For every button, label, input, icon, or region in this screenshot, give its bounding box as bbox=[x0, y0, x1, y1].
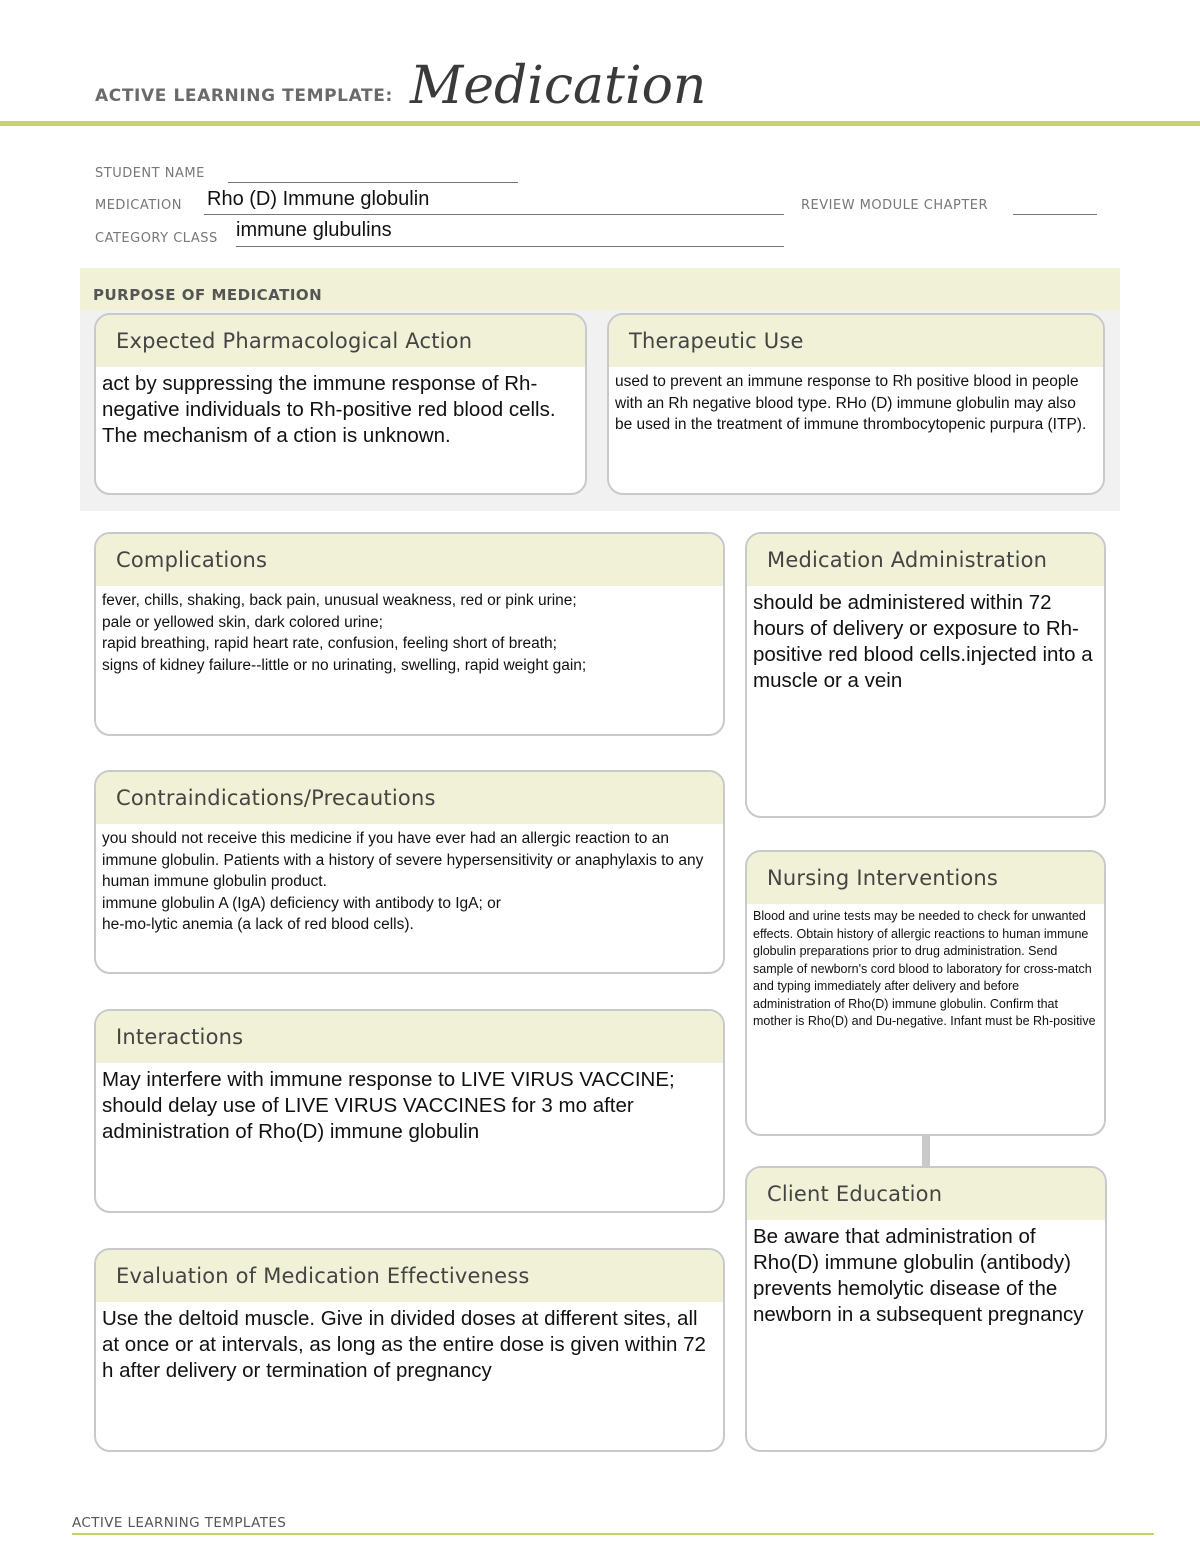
template-label: ACTIVE LEARNING TEMPLATE: bbox=[95, 86, 393, 106]
client-education-heading: Client Education bbox=[747, 1168, 1105, 1220]
client-education-text: Be aware that administration of Rho(D) immune globulin (antibody) prevents hemolytic disease of the newborn in a subsequent pregnancy bbox=[753, 1225, 1084, 1326]
medication-field[interactable] bbox=[204, 188, 784, 215]
therapeutic-use-card[interactable] bbox=[607, 313, 1105, 495]
review-module-field[interactable] bbox=[1013, 214, 1097, 215]
medication-label: MEDICATION bbox=[95, 198, 182, 213]
interactions-text: May interfere with immune response to LIVE VIRUS VACCINE; should delay use of LIVE VIRUS VACCINES for 3 mo after administration of Rho(D) immune globulin bbox=[102, 1068, 675, 1143]
interactions-card[interactable] bbox=[94, 1009, 725, 1213]
footer-divider bbox=[72, 1533, 1154, 1535]
expected-action-card[interactable] bbox=[94, 313, 587, 495]
complications-card[interactable] bbox=[94, 532, 725, 736]
category-class-field[interactable] bbox=[236, 219, 784, 247]
review-module-label: REVIEW MODULE CHAPTER bbox=[801, 198, 989, 213]
header-divider bbox=[0, 121, 1200, 126]
student-name-field[interactable] bbox=[228, 182, 518, 183]
client-education-card[interactable] bbox=[745, 1166, 1107, 1452]
contraindications-heading: Contraindications/Precautions bbox=[96, 772, 723, 824]
category-class-value: immune glubulins bbox=[236, 219, 392, 241]
student-name-label: STUDENT NAME bbox=[95, 166, 205, 181]
contraindications-card[interactable] bbox=[94, 770, 725, 974]
expected-action-heading: Expected Pharmacological Action bbox=[96, 315, 585, 367]
complications-text: fever, chills, shaking, back pain, unusual weakness, red or pink urine; pale or yellowed skin, dark colored urine; rapid breathing, rapid heart rate, confusion, feeling short of breath; signs of kidney failure--little or no urinating, swelling, rapid weight gain; bbox=[102, 592, 587, 674]
medication-value: Rho (D) Immune globulin bbox=[207, 188, 430, 210]
complications-heading: Complications bbox=[96, 534, 723, 586]
nursing-heading: Nursing Interventions bbox=[747, 852, 1104, 904]
nursing-text: Blood and urine tests may be needed to check for unwanted effects. Obtain history of allergic reactions to human immune globulin preparations prior to drug administration. Send sample of newborn's cord blood to laboratory for cross-match and typing immediately after delivery and before administration of Rho(D) immune globulin. Confirm that mother is Rho(D) and Du-negative. Infant must be Rh-positive bbox=[753, 909, 1096, 1028]
evaluation-heading: Evaluation of Medication Effectiveness bbox=[96, 1250, 723, 1302]
administration-heading: Medication Administration bbox=[747, 534, 1104, 586]
therapeutic-use-text: used to prevent an immune response to Rh positive blood in people with an Rh negative blood type. RHo (D) immune globulin may also be used in the treatment of immune thrombocytopenic purpura (ITP). bbox=[615, 373, 1087, 433]
footer-text: ACTIVE LEARNING TEMPLATES bbox=[72, 1515, 287, 1531]
category-class-label: CATEGORY CLASS bbox=[95, 231, 218, 246]
card-connector bbox=[922, 1135, 930, 1167]
therapeutic-use-heading: Therapeutic Use bbox=[609, 315, 1103, 367]
nursing-card[interactable] bbox=[745, 850, 1106, 1136]
evaluation-text: Use the deltoid muscle. Give in divided doses at different sites, all at once or at intervals, as long as the entire dose is given within 72 h after delivery or termination of pregnancy bbox=[102, 1307, 706, 1382]
template-type-title: Medication bbox=[410, 56, 707, 116]
expected-action-text: act by suppressing the immune response of Rh-negative individuals to Rh-positive red blood cells. The mechanism of a ction is unknown. bbox=[102, 372, 556, 447]
administration-card[interactable] bbox=[745, 532, 1106, 818]
contraindications-text: you should not receive this medicine if you have ever had an allergic reaction to an immune globulin. Patients with a history of severe hypersensitivity or anaphylaxis to any human immune globulin product. immune globulin A (IgA) deficiency with antibody to IgA; or he-mo-lytic anemia (a lack of red blood cells). bbox=[102, 830, 704, 933]
purpose-title: PURPOSE OF MEDICATION bbox=[93, 286, 323, 304]
evaluation-card[interactable] bbox=[94, 1248, 725, 1452]
administration-text: should be administered within 72 hours of delivery or exposure to Rh-positive red blood cells.injected into a muscle or a vein bbox=[753, 591, 1093, 692]
interactions-heading: Interactions bbox=[96, 1011, 723, 1063]
